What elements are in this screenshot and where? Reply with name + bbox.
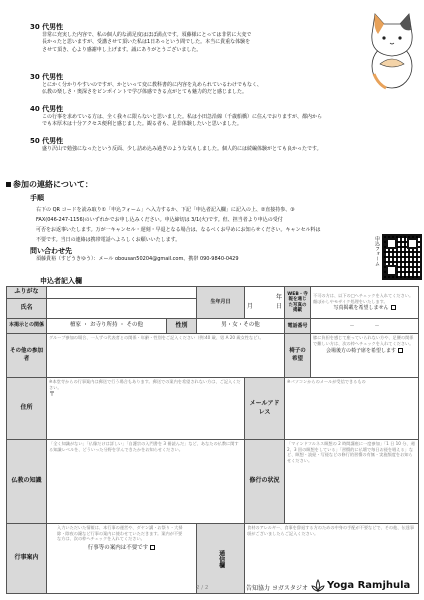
- testimonial-4: [30, 136, 370, 153]
- testimonial-line: でも本厚木は十分アクセス便利と感じました。観る者も、是非体験したいと思いました。: [42, 121, 242, 128]
- procedure-line: 右下の QR コードを読み取り①「申込フォーム」へ入力するか、下記「申込者記入欄」に記入の上、②直接持参、③: [36, 207, 295, 213]
- testimonial-line: 仏教の楽しさ・奥深さをピンポイントで学び体感できる点がとても魅力的だと感じました。: [42, 89, 248, 96]
- furigana-label: ふりがな: [7, 287, 47, 299]
- sex-options[interactable]: 男・女・その他: [197, 319, 285, 334]
- web-note: 不可の方は、以下の□へチェックを入れてください。顔ぼかしやモザイク処理をいたします。: [313, 292, 414, 304]
- companion-field[interactable]: [47, 334, 285, 378]
- events-optout[interactable]: 行事等の案内は不要です: [49, 545, 194, 552]
- events-label: 行事案内: [7, 524, 47, 594]
- message-note: 食材のアレルギー、食事を辞退する方のための中身の手配が不要などで、その他、伝達事項がございましたらご記入ください。: [247, 525, 415, 536]
- procedure-line: 可否をお返事いたします。万が一キャンセル・遅刻・早退となる場合は、なるべくお早めにお知らせください。キャンセル料は: [36, 227, 321, 233]
- testimonial-1: [30, 22, 370, 72]
- square-bullet-icon: [6, 182, 11, 187]
- testimonial-2: [30, 72, 370, 104]
- procedure-line: 不要です。当日の連絡は携帯電話へよろしくお願いいたします。: [36, 237, 181, 243]
- name-label: 氏名: [7, 299, 47, 319]
- chair-request[interactable]: 会場後方の椅子席を希望します: [313, 348, 416, 355]
- phone-label: 電話番号: [285, 319, 311, 334]
- address-note: ※本堂寺からの行事案内は郵送で行う場合もあります。郵送での案内を希望されない方は、ご記入ください。: [49, 379, 241, 390]
- relation-options[interactable]: 檀家 ・ お寺り所持 ・ その他: [47, 319, 167, 334]
- contact-section: [6, 179, 376, 263]
- web-label: WEB・寺報を通じた写真の掲載: [285, 287, 311, 319]
- testimonials: [30, 22, 370, 153]
- cat-illustration: [364, 4, 420, 92]
- sponsor-text: 告知協力 ヨガスタジオ: [246, 585, 308, 592]
- knowledge-label: 仏教の知識: [7, 440, 47, 524]
- mail-label: メールアドレス: [245, 378, 285, 440]
- postal-mark: 〒: [49, 391, 56, 399]
- lotus-logo-icon: [311, 579, 325, 593]
- birth-field[interactable]: [245, 287, 285, 319]
- chair-checkbox[interactable]: [398, 348, 403, 353]
- message-label: 通信欄: [197, 524, 245, 594]
- training-label: 修行の状況: [245, 440, 285, 524]
- day-label: 日: [276, 302, 283, 310]
- procedure-line: FAX(046-247-1156)のいずれかでお申し込みください。申込締切は 3/1(火)です。但、担当者より申込の受付: [36, 217, 283, 223]
- address-label: 住所: [7, 378, 47, 440]
- address-field[interactable]: [47, 378, 245, 440]
- brand-logo: Yoga Ramjhula: [327, 580, 411, 591]
- testimonial-line: とにかく分かりやすいのですが、かといって変に教科書的に内容を丸められているわけでもなく、: [42, 82, 262, 88]
- chair-label: 椅子の希望: [285, 334, 311, 378]
- training-field[interactable]: [285, 440, 419, 524]
- phone-field[interactable]: － －: [311, 319, 419, 334]
- page-number: 2 / 2: [196, 585, 209, 591]
- testimonial-3: [30, 104, 370, 136]
- knowledge-field[interactable]: [47, 440, 245, 524]
- knowledge-note: 「全く知識がない」「仏像だけは詳しい」「自護宗の入門書を 3 冊読んだ」など、あなたの仏教に関する知識レベルを、どういった分野を学んできたかをお知らせください。: [49, 441, 239, 452]
- testimonial-line: 長かったと思いますが、受講させて頂いた私は1日あっという間でした。本当に貴重な体験を: [42, 39, 251, 46]
- chair-field: [311, 334, 419, 378]
- birth-label: 生年月日: [197, 287, 245, 319]
- testimonial-heading: 30 代男性: [30, 73, 64, 81]
- furigana-field[interactable]: [47, 287, 197, 299]
- relation-label: 本掲示との関係: [7, 319, 47, 334]
- qr-code[interactable]: [382, 234, 422, 280]
- name-field[interactable]: [47, 299, 197, 319]
- form-title: 申込者記入欄: [40, 277, 82, 285]
- qr-finder: [407, 238, 418, 249]
- testimonial-line: 非常に充実した内容で、私の個人的な満足度はほぼ満点です。須藤様にとっては非常に大変で: [42, 32, 252, 38]
- companion-note: グループ参加の場合、一人ずつ代表者との関係・年齢・性別をご記入ください（例:40 歳、男 A 20 歳女性など）。: [49, 335, 264, 340]
- chair-note: 膝に負担を感じて座っていられない方や、足腰の関係で難しい方は、次の枠へチェックを入れてください。: [313, 335, 414, 346]
- sex-label: 性別: [167, 319, 197, 334]
- inquiry-title: 問い合わせ先: [30, 247, 72, 255]
- testimonial-heading: 30 代男性: [30, 23, 64, 31]
- web-optout-checkbox[interactable]: [391, 305, 396, 310]
- qr-finder: [386, 265, 397, 276]
- qr-label: 申込フォーム: [374, 236, 380, 266]
- mail-note: ※パソコンからのメールが受信できるもの: [287, 379, 366, 384]
- testimonial-line: 盛り沢山で勉強になったという反面、少し詰め込み過ぎのような気もしました。個人的には続編体験がとても良かったです。: [42, 146, 322, 152]
- companion-label: その他の参加者: [7, 334, 47, 378]
- training-note: 「マインドフルネス瞑想の 2 時間講座に一度参加」「1 日 10 分、週 2、3 回の瞑想をしている」「習慣的に仏壇で毎日お経を唱える」など、瞑想・読経・写経などの修行的習慣の有無・実施頻度をお知らせください。: [287, 441, 415, 464]
- mail-field[interactable]: [285, 378, 419, 440]
- web-optout[interactable]: 写真掲載を希望しません: [313, 305, 416, 312]
- inquiry-line: 須藤貴裕（すどうきゆう）：メール obousan50204@gmail.com、携帯 090-9840-0429: [36, 256, 239, 262]
- testimonial-line: この行事を求めている方は、全く我々に限らないと思いました。私は小田急沿線（千歳船橋）に住んでおりますが、都内から: [42, 114, 323, 120]
- procedure-text: [36, 205, 376, 245]
- events-note: 入力いただいた情報は、本行事の運営や、ダヤン講・お祭り・大掃除・除夜の鐘など行事の案内に使わせていただきます。案内が不要な方は、次の枠へチェックを入れてください。: [57, 525, 183, 542]
- testimonial-line: させて頂き、心より感謝申し上げます。誠にありがとうございました。: [42, 46, 202, 53]
- testimonial-heading: 50 代男性: [30, 137, 64, 145]
- events-optout-checkbox[interactable]: [150, 545, 155, 550]
- qr-finder: [386, 238, 397, 249]
- section-title: 参加の連絡について：: [6, 179, 376, 190]
- procedure-title: 手順: [30, 194, 44, 202]
- events-field: [47, 524, 197, 594]
- application-form: [6, 286, 419, 594]
- year-label: 年: [276, 294, 283, 302]
- month-label: 月: [247, 302, 254, 310]
- web-field: [311, 287, 419, 319]
- testimonial-heading: 40 代男性: [30, 105, 64, 113]
